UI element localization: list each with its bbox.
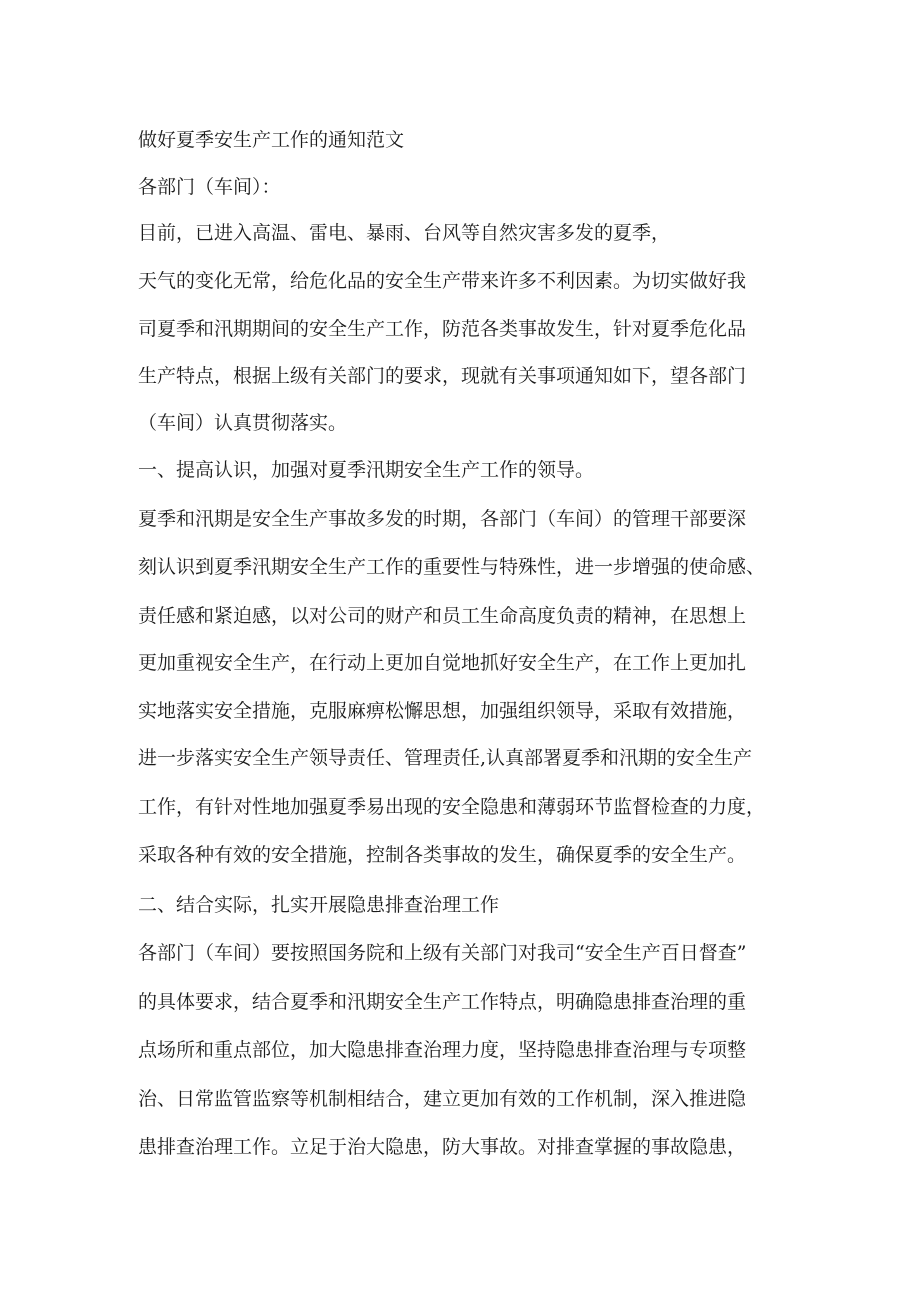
body-line: 的具体要求，结合夏季和汛期安全生产工作特点，明确隐患排查治理的重 xyxy=(138,991,747,1013)
body-line: 采取各种有效的安全措施，控制各类事故的发生，确保夏季的安全生产。 xyxy=(138,844,747,866)
body-line: 点场所和重点部位，加大隐患排查治理力度，坚持隐患排查治理与专项整 xyxy=(138,1039,747,1061)
section-heading-1: 一、提高认识，加强对夏季汛期安全生产工作的领导。 xyxy=(138,459,595,481)
body-line: （车间）认真贯彻落实。 xyxy=(138,412,348,434)
body-line: 治、日常监管监察等机制相结合，建立更加有效的工作机制，深入推进隐 xyxy=(138,1088,747,1110)
salutation: 各部门（车间）： xyxy=(138,176,281,198)
body-line: 责任感和紧迫感，以对公司的财产和员工生命高度负责的精神，在思想上 xyxy=(138,605,747,627)
body-line: 夏季和汛期是安全生产事故多发的时期，各部门（车间）的管理干部要深 xyxy=(138,508,747,530)
body-line: 工作，有针对性地加强夏季易出现的安全隐患和薄弱环节监督检查的力度， xyxy=(138,796,766,818)
body-line: 患排查治理工作。立足于治大隐患，防大事故。对排查掌握的事故隐患， xyxy=(138,1136,747,1158)
body-line: 各部门（车间）要按照国务院和上级有关部门对我司“安全生产百日督查” xyxy=(138,942,747,964)
body-line: 刻认识到夏季汛期安全生产工作的重要性与特殊性，进一步增强的使命感、 xyxy=(138,556,766,578)
body-line: 实地落实安全措施，克服麻痹松懈思想，加强组织领导，采取有效措施， xyxy=(138,700,747,722)
section-heading-2: 二、结合实际，扎实开展隐患排查治理工作 xyxy=(138,894,500,916)
body-line: 更加重视安全生产，在行动上更加自觉地抓好安全生产，在工作上更加扎 xyxy=(138,652,747,674)
body-line: 司夏季和汛期期间的安全生产工作，防范各类事故发生，针对夏季危化品 xyxy=(138,318,747,340)
document-title: 做好夏季安生产工作的通知范文 xyxy=(138,129,405,151)
body-line: 目前，已进入高温、雷电、暴雨、台风等自然灾害多发的夏季， xyxy=(138,222,671,244)
body-line: 生产特点，根据上级有关部门的要求，现就有关事项通知如下，望各部门 xyxy=(138,365,747,387)
body-line: 进一步落实安全生产领导责任、管理责任,认真部署夏季和汛期的安全生产 xyxy=(138,747,753,769)
body-line: 天气的变化无常，给危化品的安全生产带来许多不利因素。为切实做好我 xyxy=(138,270,747,292)
